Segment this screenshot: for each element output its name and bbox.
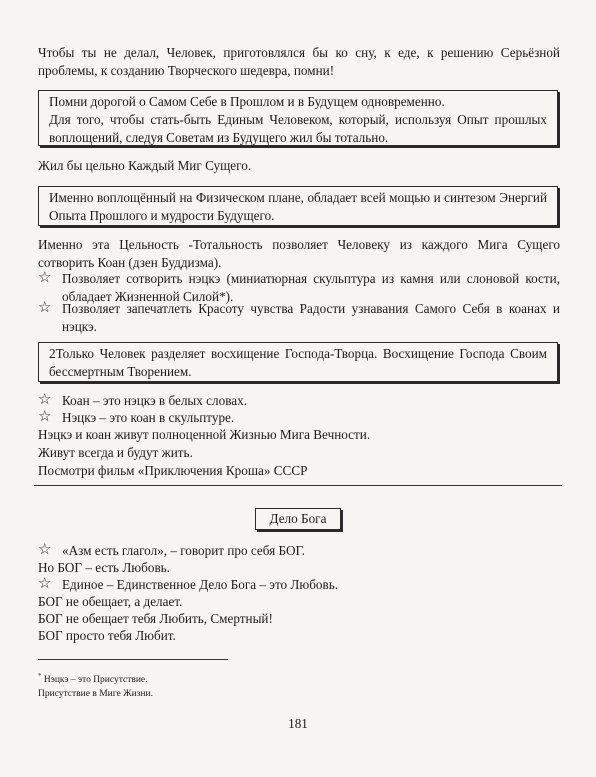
footnote-marker: *	[38, 672, 42, 680]
text-line: Но БОГ – есть Любовь.	[38, 560, 170, 575]
bullet-text: Единое – Единственное Дело Бога – это Любовь.	[62, 577, 339, 592]
section-title: Дело Бога	[255, 508, 341, 530]
star-icon: ☆	[38, 300, 52, 316]
quote-box-embodied	[38, 186, 558, 226]
bullet-text: Нэцкэ – это коан в скульптуре.	[62, 410, 235, 425]
bullet-text: «Азм есть глагол», – говорит про себя БОГ.	[62, 543, 305, 558]
bullet-item	[38, 392, 560, 410]
footnote	[38, 670, 148, 686]
bullet-item	[38, 300, 560, 336]
footnote-text: Присутствие в Миге Жизни.	[38, 689, 153, 699]
text-line: Живут всегда и будут жить.	[38, 445, 193, 460]
bullet-text: Позволяет запечатлеть Красоту чувства Радости узнавания Самого Себя в коанах и нэцкэ.	[62, 301, 560, 334]
text-line: БОГ просто тебя Любит.	[38, 628, 176, 643]
bullet-text: Позволяет сотворить нэцкэ (миниатюрная скульптура из камня или слоновой кости, обладает Жизненной Силой*).	[62, 271, 560, 304]
footnote-divider	[38, 659, 228, 660]
bullet-item	[38, 576, 560, 594]
text-line: БОГ не обещает, а делает.	[38, 594, 183, 609]
star-icon: ☆	[38, 409, 52, 425]
bullet-item	[38, 409, 560, 427]
quote-box-remember	[38, 90, 558, 146]
paragraph-intro: Чтобы ты не делал, Человек, приготовлялся бы ко сну, к еде, к решению Серьёзной проблемы, к созданию Творческого шедевра, помни!	[38, 45, 560, 78]
footnote	[38, 688, 153, 700]
text-line: БОГ не обещает тебя Любить, Смертный!	[38, 611, 273, 626]
quote-box-line: Помни дорогой о Самом Себе в Прошлом и в Будущем одновременно.	[49, 94, 445, 109]
paragraph-totality: Именно эта Цельность -Тотальность позволяет Человеку из каждого Мига Сущего сотворить Коан (дзен Буддизма).	[38, 237, 560, 270]
quote-box-admiration	[38, 342, 558, 382]
quote-box-line: Именно воплощённый на Физическом плане, обладает всей мощью и синтезом Энергий Опыта Прошлого и мудрости Будущего.	[49, 190, 547, 223]
footnote-text: Нэцкэ – это Присутствие.	[43, 675, 148, 686]
quote-box-line: 2Только Человек разделяет восхищение Господа-Творца. Восхищение Господа Своим бессмертным Творением.	[49, 346, 547, 379]
paragraph-whole: Жил бы цельно Каждый Миг Сущего.	[38, 158, 252, 173]
star-icon: ☆	[38, 576, 52, 592]
section-divider	[34, 485, 562, 486]
text-line: Нэцкэ и коан живут полноценной Жизнью Мига Вечности.	[38, 427, 371, 442]
text-line: Посмотри фильм «Приключения Кроша» СССР	[38, 463, 308, 478]
quote-box-line: Для того, чтобы стать-быть Единым Человеком, который, используя Опыт прошлых воплощений, следуя Советам из Будущего жил бы тотально.	[49, 112, 547, 145]
star-icon: ☆	[38, 392, 52, 408]
page-number: 181	[288, 716, 308, 731]
star-icon: ☆	[38, 542, 52, 558]
star-icon: ☆	[38, 270, 52, 286]
bullet-text: Коан – это нэцкэ в белых словах.	[62, 393, 248, 408]
bullet-item	[38, 542, 560, 560]
